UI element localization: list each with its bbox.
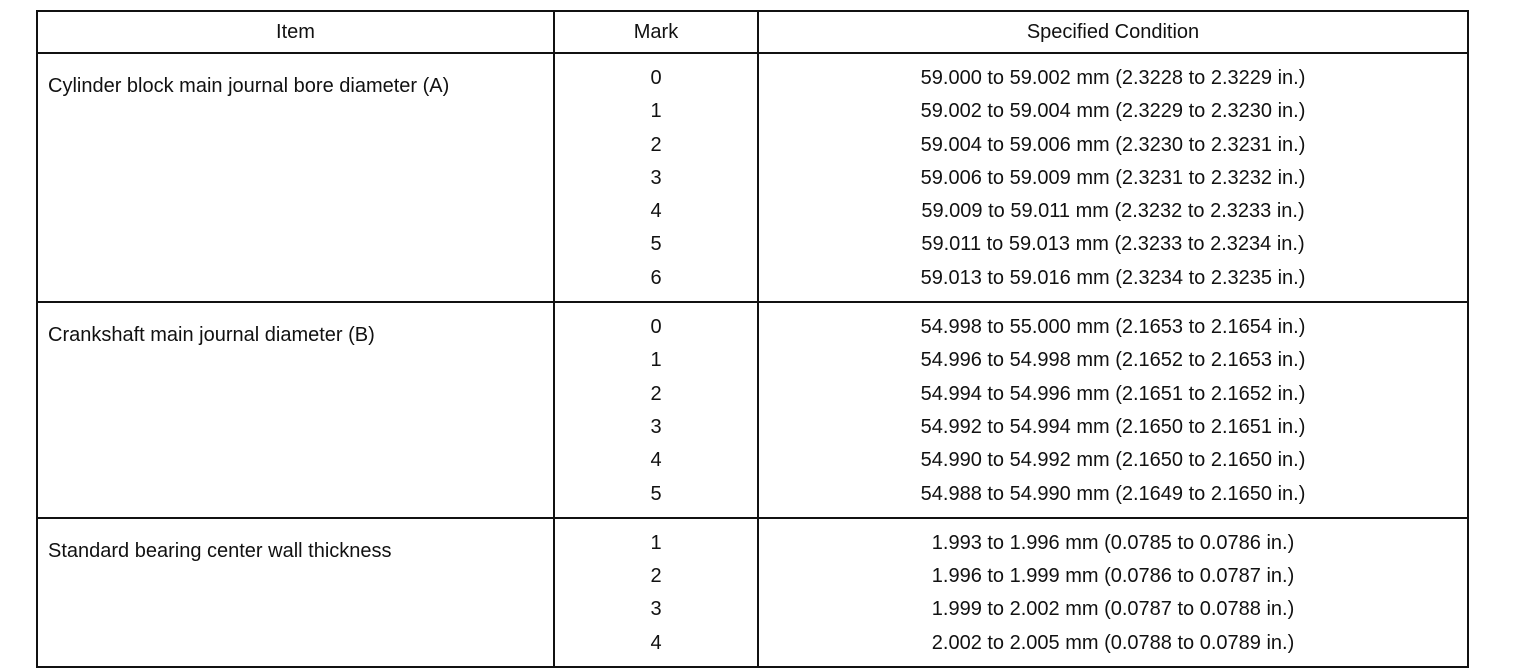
mark-value: 2 <box>650 382 662 405</box>
condition-value: 54.990 to 54.992 mm (2.1650 to 2.1650 in.) <box>920 449 1306 472</box>
item-cell: Cylinder block main journal bore diameter (A) <box>37 53 554 302</box>
mark-value: 1 <box>650 531 662 554</box>
condition-cell <box>758 518 1468 667</box>
condition-value: 54.992 to 54.994 mm (2.1650 to 2.1651 in.) <box>920 415 1306 438</box>
mark-value: 0 <box>650 316 662 339</box>
condition-value: 1.996 to 1.999 mm (0.0786 to 0.0787 in.) <box>931 565 1295 588</box>
mark-cell <box>554 518 758 667</box>
condition-value: 2.002 to 2.005 mm (0.0788 to 0.0789 in.) <box>931 631 1295 654</box>
condition-value: 59.011 to 59.013 mm (2.3233 to 2.3234 in.) <box>921 233 1305 256</box>
condition-value: 1.993 to 1.996 mm (0.0785 to 0.0786 in.) <box>931 531 1295 554</box>
mark-value: 3 <box>650 166 662 189</box>
header-row <box>37 11 1468 53</box>
condition-cell <box>758 53 1468 302</box>
spec-table <box>36 10 1469 668</box>
table-row <box>37 53 1468 302</box>
condition-value: 54.998 to 55.000 mm (2.1653 to 2.1654 in.) <box>920 316 1306 339</box>
mark-value: 4 <box>650 631 662 654</box>
mark-cell <box>554 53 758 302</box>
header-specified-condition: Specified Condition <box>758 11 1468 53</box>
mark-value: 2 <box>650 565 662 588</box>
mark-value: 1 <box>650 349 662 372</box>
condition-value: 1.999 to 2.002 mm (0.0787 to 0.0788 in.) <box>931 598 1295 621</box>
mark-value: 3 <box>650 598 662 621</box>
mark-value: 5 <box>650 482 662 505</box>
mark-value: 3 <box>650 415 662 438</box>
condition-value: 59.009 to 59.011 mm (2.3232 to 2.3233 in.) <box>921 200 1305 223</box>
header-item: Item <box>37 11 554 53</box>
mark-cell <box>554 302 758 518</box>
header-mark: Mark <box>554 11 758 53</box>
mark-value: 6 <box>650 266 662 289</box>
condition-value: 59.002 to 59.004 mm (2.3229 to 2.3230 in.) <box>920 100 1306 123</box>
mark-value: 1 <box>650 100 662 123</box>
table-row <box>37 518 1468 667</box>
condition-value: 59.000 to 59.002 mm (2.3228 to 2.3229 in.) <box>920 67 1306 89</box>
item-cell: Standard bearing center wall thickness <box>37 518 554 667</box>
condition-value: 59.006 to 59.009 mm (2.3231 to 2.3232 in.) <box>920 166 1306 189</box>
condition-value: 59.013 to 59.016 mm (2.3234 to 2.3235 in.) <box>920 266 1306 289</box>
condition-value: 54.994 to 54.996 mm (2.1651 to 2.1652 in.) <box>920 382 1306 405</box>
condition-value: 59.004 to 59.006 mm (2.3230 to 2.3231 in.) <box>920 133 1306 156</box>
mark-value: 4 <box>650 200 662 223</box>
item-cell: Crankshaft main journal diameter (B) <box>37 302 554 518</box>
mark-value: 4 <box>650 449 662 472</box>
mark-value: 0 <box>650 67 662 89</box>
condition-cell <box>758 302 1468 518</box>
condition-value: 54.996 to 54.998 mm (2.1652 to 2.1653 in.) <box>920 349 1306 372</box>
table-row <box>37 302 1468 518</box>
mark-value: 5 <box>650 233 662 256</box>
condition-value: 54.988 to 54.990 mm (2.1649 to 2.1650 in.) <box>920 482 1306 505</box>
mark-value: 2 <box>650 133 662 156</box>
